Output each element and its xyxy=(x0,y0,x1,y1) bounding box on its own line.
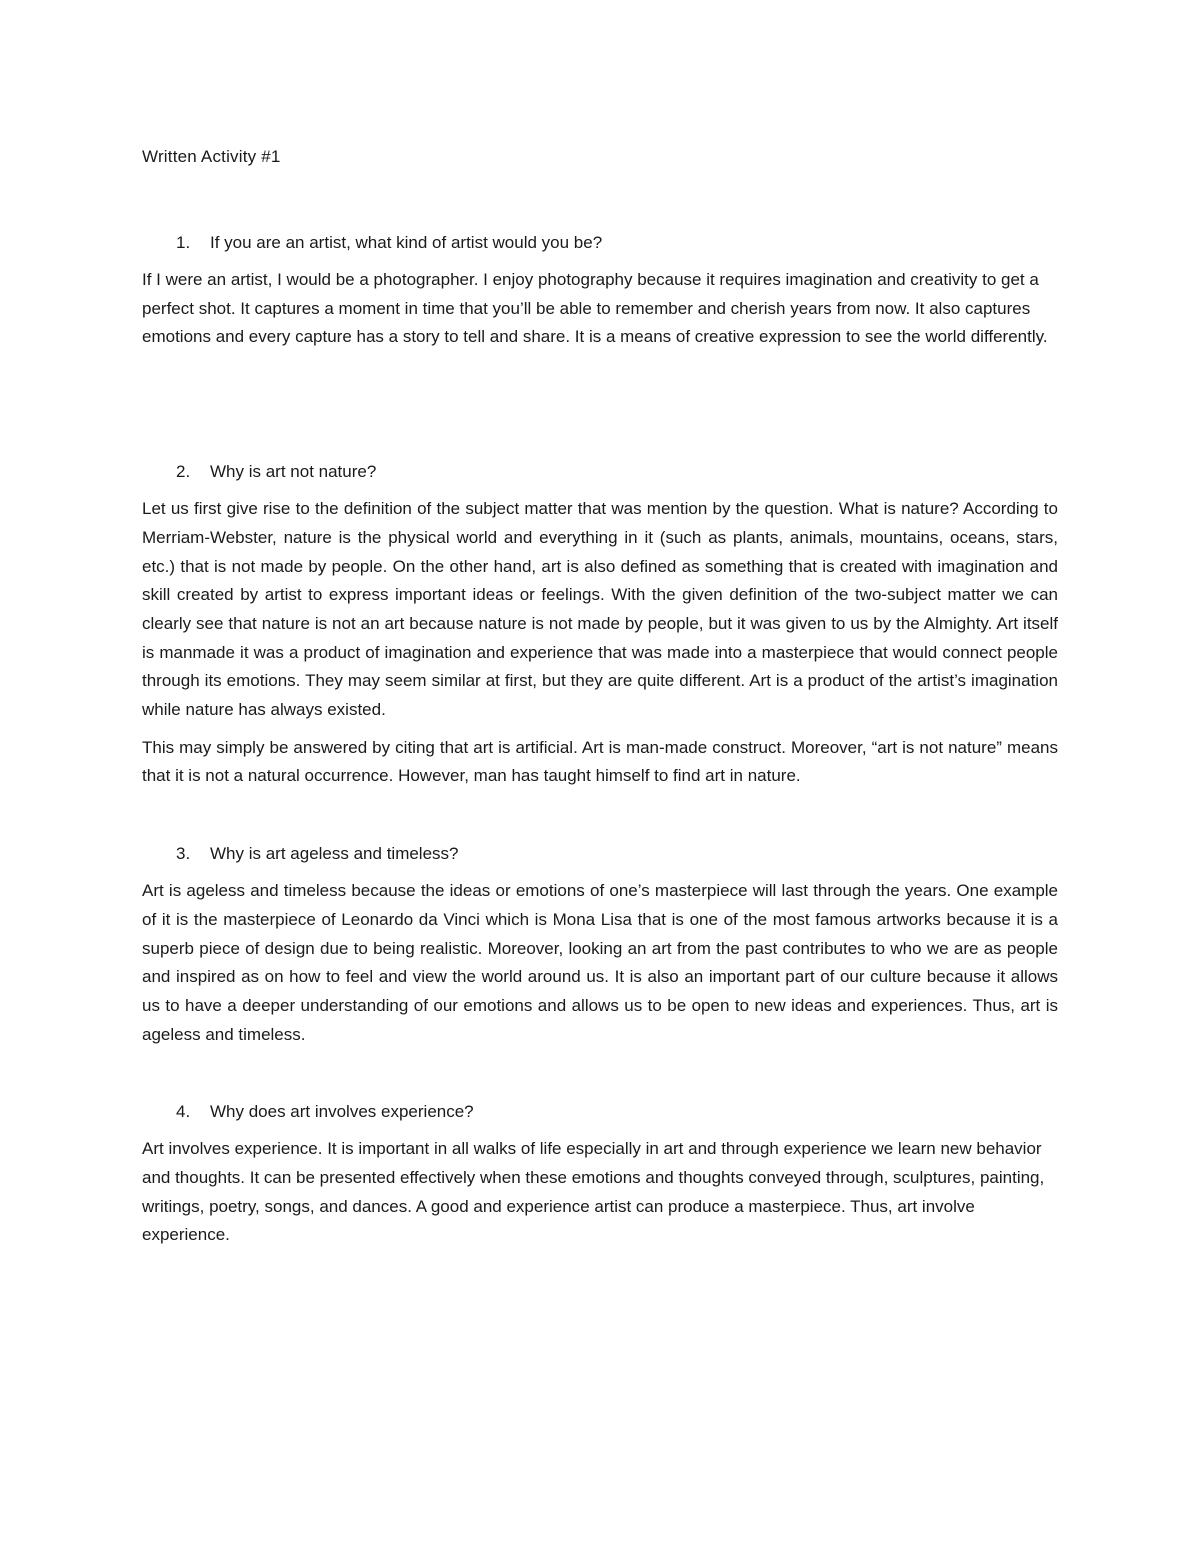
answer-4-paragraph-1: Art involves experience. It is important in all walks of life especially in art and through experience we learn new behavior and thoughts. It can be presented effectively when these emotions and thoughts conveyed through, sculptures, painting, writings, poetry, songs, and dances. A good and experience artist can produce a masterpiece. Thus, art involve experience. xyxy=(142,1139,1045,1245)
document-page xyxy=(142,142,1058,1250)
answer-2-paragraph-2: This may simply be answered by citing that art is artificial. Art is man-made construct. Moreover, “art is not nature” means that it is not a natural occurrence. However, man has taught himself to find art in nature. xyxy=(142,737,1058,786)
question-text-2: Why is art not nature? xyxy=(210,462,377,482)
question-number-4: 4. xyxy=(176,1102,191,1122)
question-2 xyxy=(142,457,1058,486)
question-3 xyxy=(142,839,1058,868)
question-text-3: Why is art ageless and timeless? xyxy=(210,844,459,864)
question-number-3: 3. xyxy=(176,844,191,864)
answer-3-paragraph-1: Art is ageless and timeless because the ideas or emotions of one’s masterpiece will last through the years. One example of it is the masterpiece of Leonardo da Vinci which is Mona Lisa that is one of the most famous artworks because it is a superb piece of design due to being realistic. Moreover, looking an art from the past contributes to who we are as people and inspired as on how to feel and view the world around us. It is also an important part of our culture because it allows us to have a deeper understanding of our emotions and allows us to be open to new ideas and experiences. Thus, art is ageless and timeless. xyxy=(142,881,1058,1044)
question-4 xyxy=(142,1097,1058,1126)
answer-1-paragraph-1: If I were an artist, I would be a photographer. I enjoy photography because it requires imagination and creativity to get a perfect shot. It captures a moment in time that you’ll be able to remember and cherish years from now. It also captures emotions and every capture has a story to tell and share. It is a means of creative expression to see the world differently. xyxy=(142,270,1048,347)
question-number-1: 1. xyxy=(176,233,191,252)
answer-2-paragraph-1: Let us first give rise to the definition of the subject matter that was mention by the question. What is nature? According to Merriam-Webster, nature is the physical world and everything in it (such as plants, animals, mountains, oceans, stars, etc.) that is not made by people. On the other hand, art is also defined as something that is created with imagination and skill created by artist to express important ideas or feelings. With the given definition of the two-subject matter we can clearly see that nature is not an art because nature is not made by people, but it was given to us by the Almighty. Art itself is manmade it was a product of imagination and experience that was made into a masterpiece that would connect people through its emotions. They may seem similar at first, but they are quite different. Art is a product of the artist’s imagination while nature has always existed. xyxy=(142,499,1058,720)
question-block-4 xyxy=(142,1097,1058,1250)
question-1 xyxy=(142,228,1058,257)
question-number-2: 2. xyxy=(176,462,191,482)
question-text-4: Why does art involves experience? xyxy=(210,1102,474,1122)
question-block-2 xyxy=(142,457,1058,791)
question-block-1 xyxy=(142,228,1058,352)
question-text-1: If you are an artist, what kind of artist would you be? xyxy=(210,233,603,252)
document-title: Written Activity #1 xyxy=(142,147,281,166)
question-block-3 xyxy=(142,839,1058,1049)
